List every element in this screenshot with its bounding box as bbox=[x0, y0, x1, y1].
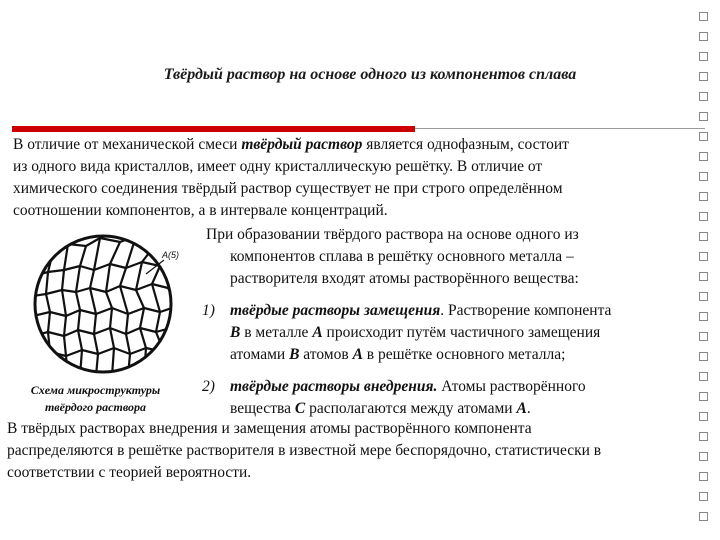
title-underline-accent bbox=[12, 126, 415, 132]
square-bullet-icon bbox=[699, 492, 708, 501]
figure-caption: Схема микроструктуры твёрдого раствора bbox=[30, 383, 161, 414]
square-bullet-icon bbox=[699, 512, 708, 521]
intro-line: из одного вида кристаллов, имеет одну кристаллическую решётку. В отличие от bbox=[13, 158, 543, 175]
formation-line: При образовании твёрдого раствора на основе одного из bbox=[206, 226, 579, 243]
square-bullet-icon bbox=[699, 272, 708, 281]
formation-line: компонентов сплава в решётку основного металла – bbox=[230, 248, 574, 265]
term-interstitial: твёрдые растворы внедрения. bbox=[230, 378, 438, 395]
list-item: 1) твёрдые растворы замещения. Растворение компонента B в металле A происходит путём частичного замещения атомами B атомов A в решётке основного металла; bbox=[202, 302, 612, 363]
intro-paragraph bbox=[13, 134, 713, 222]
term-solid-solution: твёрдый раствор bbox=[241, 136, 363, 153]
square-bullet-icon bbox=[699, 32, 708, 41]
conclusion-paragraph bbox=[7, 418, 712, 484]
microstructure-figure bbox=[28, 226, 188, 386]
square-bullet-icon bbox=[699, 112, 708, 121]
intro-line: соотношении компонентов, а в интервале концентраций. bbox=[13, 202, 388, 219]
intro-line: В отличие от механической смеси твёрдый раствор является однофазным, состоит bbox=[13, 136, 569, 153]
square-bullet-icon bbox=[699, 92, 708, 101]
intro-line: химического соединения твёрдый раствор существует не при строго определённом bbox=[13, 180, 563, 197]
phase-label: A(5) bbox=[162, 250, 180, 260]
conclusion-line: распределяются в решётке растворителя в известной мере беспорядочно, статистически в bbox=[7, 442, 602, 459]
list-item: 2) твёрдые растворы внедрения. Атомы растворённого вещества C располагаются между атомами A. bbox=[202, 378, 586, 417]
term-substitution: твёрдые растворы замещения bbox=[230, 302, 441, 319]
slide-title: Твёрдый раствор на основе одного из компонентов сплава bbox=[163, 66, 577, 83]
formation-paragraph bbox=[206, 224, 676, 290]
conclusion-line: В твёрдых растворах внедрения и замещения атомы растворённого компонента bbox=[7, 420, 532, 437]
square-bullet-icon bbox=[699, 12, 708, 21]
list-number: 2) bbox=[202, 378, 215, 395]
list-number: 1) bbox=[202, 302, 215, 319]
square-bullet-icon bbox=[699, 252, 708, 261]
conclusion-line: соответствии с теорией вероятности. bbox=[7, 464, 252, 481]
square-bullet-icon bbox=[699, 232, 708, 241]
formation-line: растворителя входят атомы растворённого вещества: bbox=[230, 270, 579, 287]
square-bullet-icon bbox=[699, 52, 708, 61]
title-underline-rule bbox=[415, 128, 705, 129]
square-bullet-icon bbox=[699, 72, 708, 81]
